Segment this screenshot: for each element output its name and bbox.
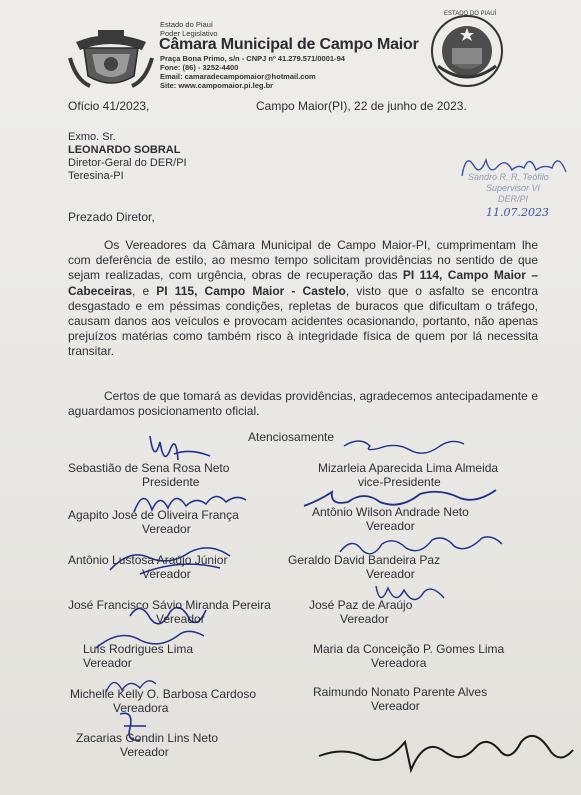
signatory-5-name: Antônio Lustosa Araújo Júnior xyxy=(68,553,228,567)
signatory-10-name: Maria da Conceição P. Gomes Lima xyxy=(313,642,505,656)
letter-greeting: Prezado Diretor, xyxy=(68,210,155,224)
signatory-6-name: Geraldo David Bandeira Paz xyxy=(288,553,441,567)
coat-of-arms-icon xyxy=(68,24,154,94)
recipient-title: Diretor-Geral do DER/PI xyxy=(68,157,187,169)
signatory-10-role: Vereadora xyxy=(371,656,427,670)
stamp-date: 11.07.2023 xyxy=(486,206,549,219)
signatory-11-name: Michelle Kelly O. Barbosa Cardoso xyxy=(70,687,257,701)
header-institution: Câmara Municipal de Campo Maior xyxy=(159,36,419,53)
letter-reference: Ofício 41/2023, xyxy=(68,99,150,113)
header-email: Email: camaradecampomaior@hotmail.com xyxy=(160,72,316,81)
letter-paragraph-2: Certos de que tomará as devidas providências, agradecemos antecipadamente e aguardamos posicionamento oficial. xyxy=(68,389,538,419)
signatory-7-name: José Francisco Sávio Miranda Pereira xyxy=(68,598,271,612)
signatory-1-role: Presidente xyxy=(142,475,200,489)
recipient-city: Teresina-PI xyxy=(68,170,124,182)
signatory-1-name: Sebastião de Sena Rosa Neto xyxy=(68,461,230,475)
recipient-salutation: Exmo. Sr. xyxy=(68,131,116,143)
signatory-4-role: Vereador xyxy=(366,519,415,533)
header-phone: Fone: (86) - 3252-4400 xyxy=(160,63,239,72)
signatory-7-role: Vereador xyxy=(156,612,205,626)
signatory-8-name: José Paz de Araújo xyxy=(309,598,413,612)
signatory-3-role: Vereador xyxy=(142,522,191,536)
stamp-name: Sandro R. R. Teófilo xyxy=(468,172,549,182)
signatory-6-role: Vereador xyxy=(366,567,415,581)
signatory-13-name: Zacarias Gondin Lins Neto xyxy=(76,731,219,745)
letter-paragraph-1: Os Vereadores da Câmara Municipal de Campo Maior-PI, cumprimentam lhe com deferência de estilo, ao mesmo tempo solicitam providências no sentido de que sejam realizadas, com urgência, obras de recuperação das PI 114, Campo Maior – Cabeceiras, e PI 115, Campo Maior - Castelo, visto que o asfalto se encontra desgastado e em péssimas condições, repletas de buracos que dificultam o tráfego, causam danos aos veículos e provocam acidentes ocasionando, portanto, não apenas prejuízos matérias como também risco à integridade física de quem por lá necessita transitar. xyxy=(68,238,539,359)
recipient-name: LEONARDO SOBRAL xyxy=(68,144,181,156)
signatory-11-role: Vereadora xyxy=(113,701,169,715)
signatory-2-name: Mizarleia Aparecida Lima Almeida xyxy=(318,461,499,475)
seal-text: ESTADO DO PIAUÍ xyxy=(444,11,497,17)
signatory-4-name: Antônio Wilson Andrade Neto xyxy=(312,505,469,519)
header-site: Site: www.campomaior.pi.leg.br xyxy=(160,81,274,90)
letter-place-date: Campo Maior(PI), 22 de junho de 2023. xyxy=(256,99,467,113)
signatory-13-role: Vereador xyxy=(120,745,169,759)
header-branch: Poder Legislativo xyxy=(160,29,218,38)
state-seal-icon xyxy=(430,14,504,88)
signatory-8-role: Vereador xyxy=(340,612,389,626)
signatory-2-role: vice-Presidente xyxy=(358,475,441,489)
signatory-12-name: Raimundo Nonato Parente Alves xyxy=(313,685,488,699)
signature-12-icon xyxy=(315,712,577,782)
letter-closing: Atenciosamente xyxy=(248,430,335,444)
signatory-9-name: Luís Rodrigues Lima xyxy=(83,642,194,656)
header-state: Estado do Piauí xyxy=(160,20,213,29)
header-address: Praça Bona Primo, s/n - CNPJ nº 41.279.571/0001-94 xyxy=(160,54,345,63)
stamp-role: Supervisor VI xyxy=(486,183,541,193)
signatory-5-role: Vereador xyxy=(142,567,191,581)
signatory-3-name: Agapito José de Oliveira França xyxy=(68,508,239,522)
signatory-12-role: Vereador xyxy=(371,699,420,713)
signatory-9-role: Vereador xyxy=(83,656,132,670)
stamp-org: DER/PI xyxy=(498,194,529,204)
